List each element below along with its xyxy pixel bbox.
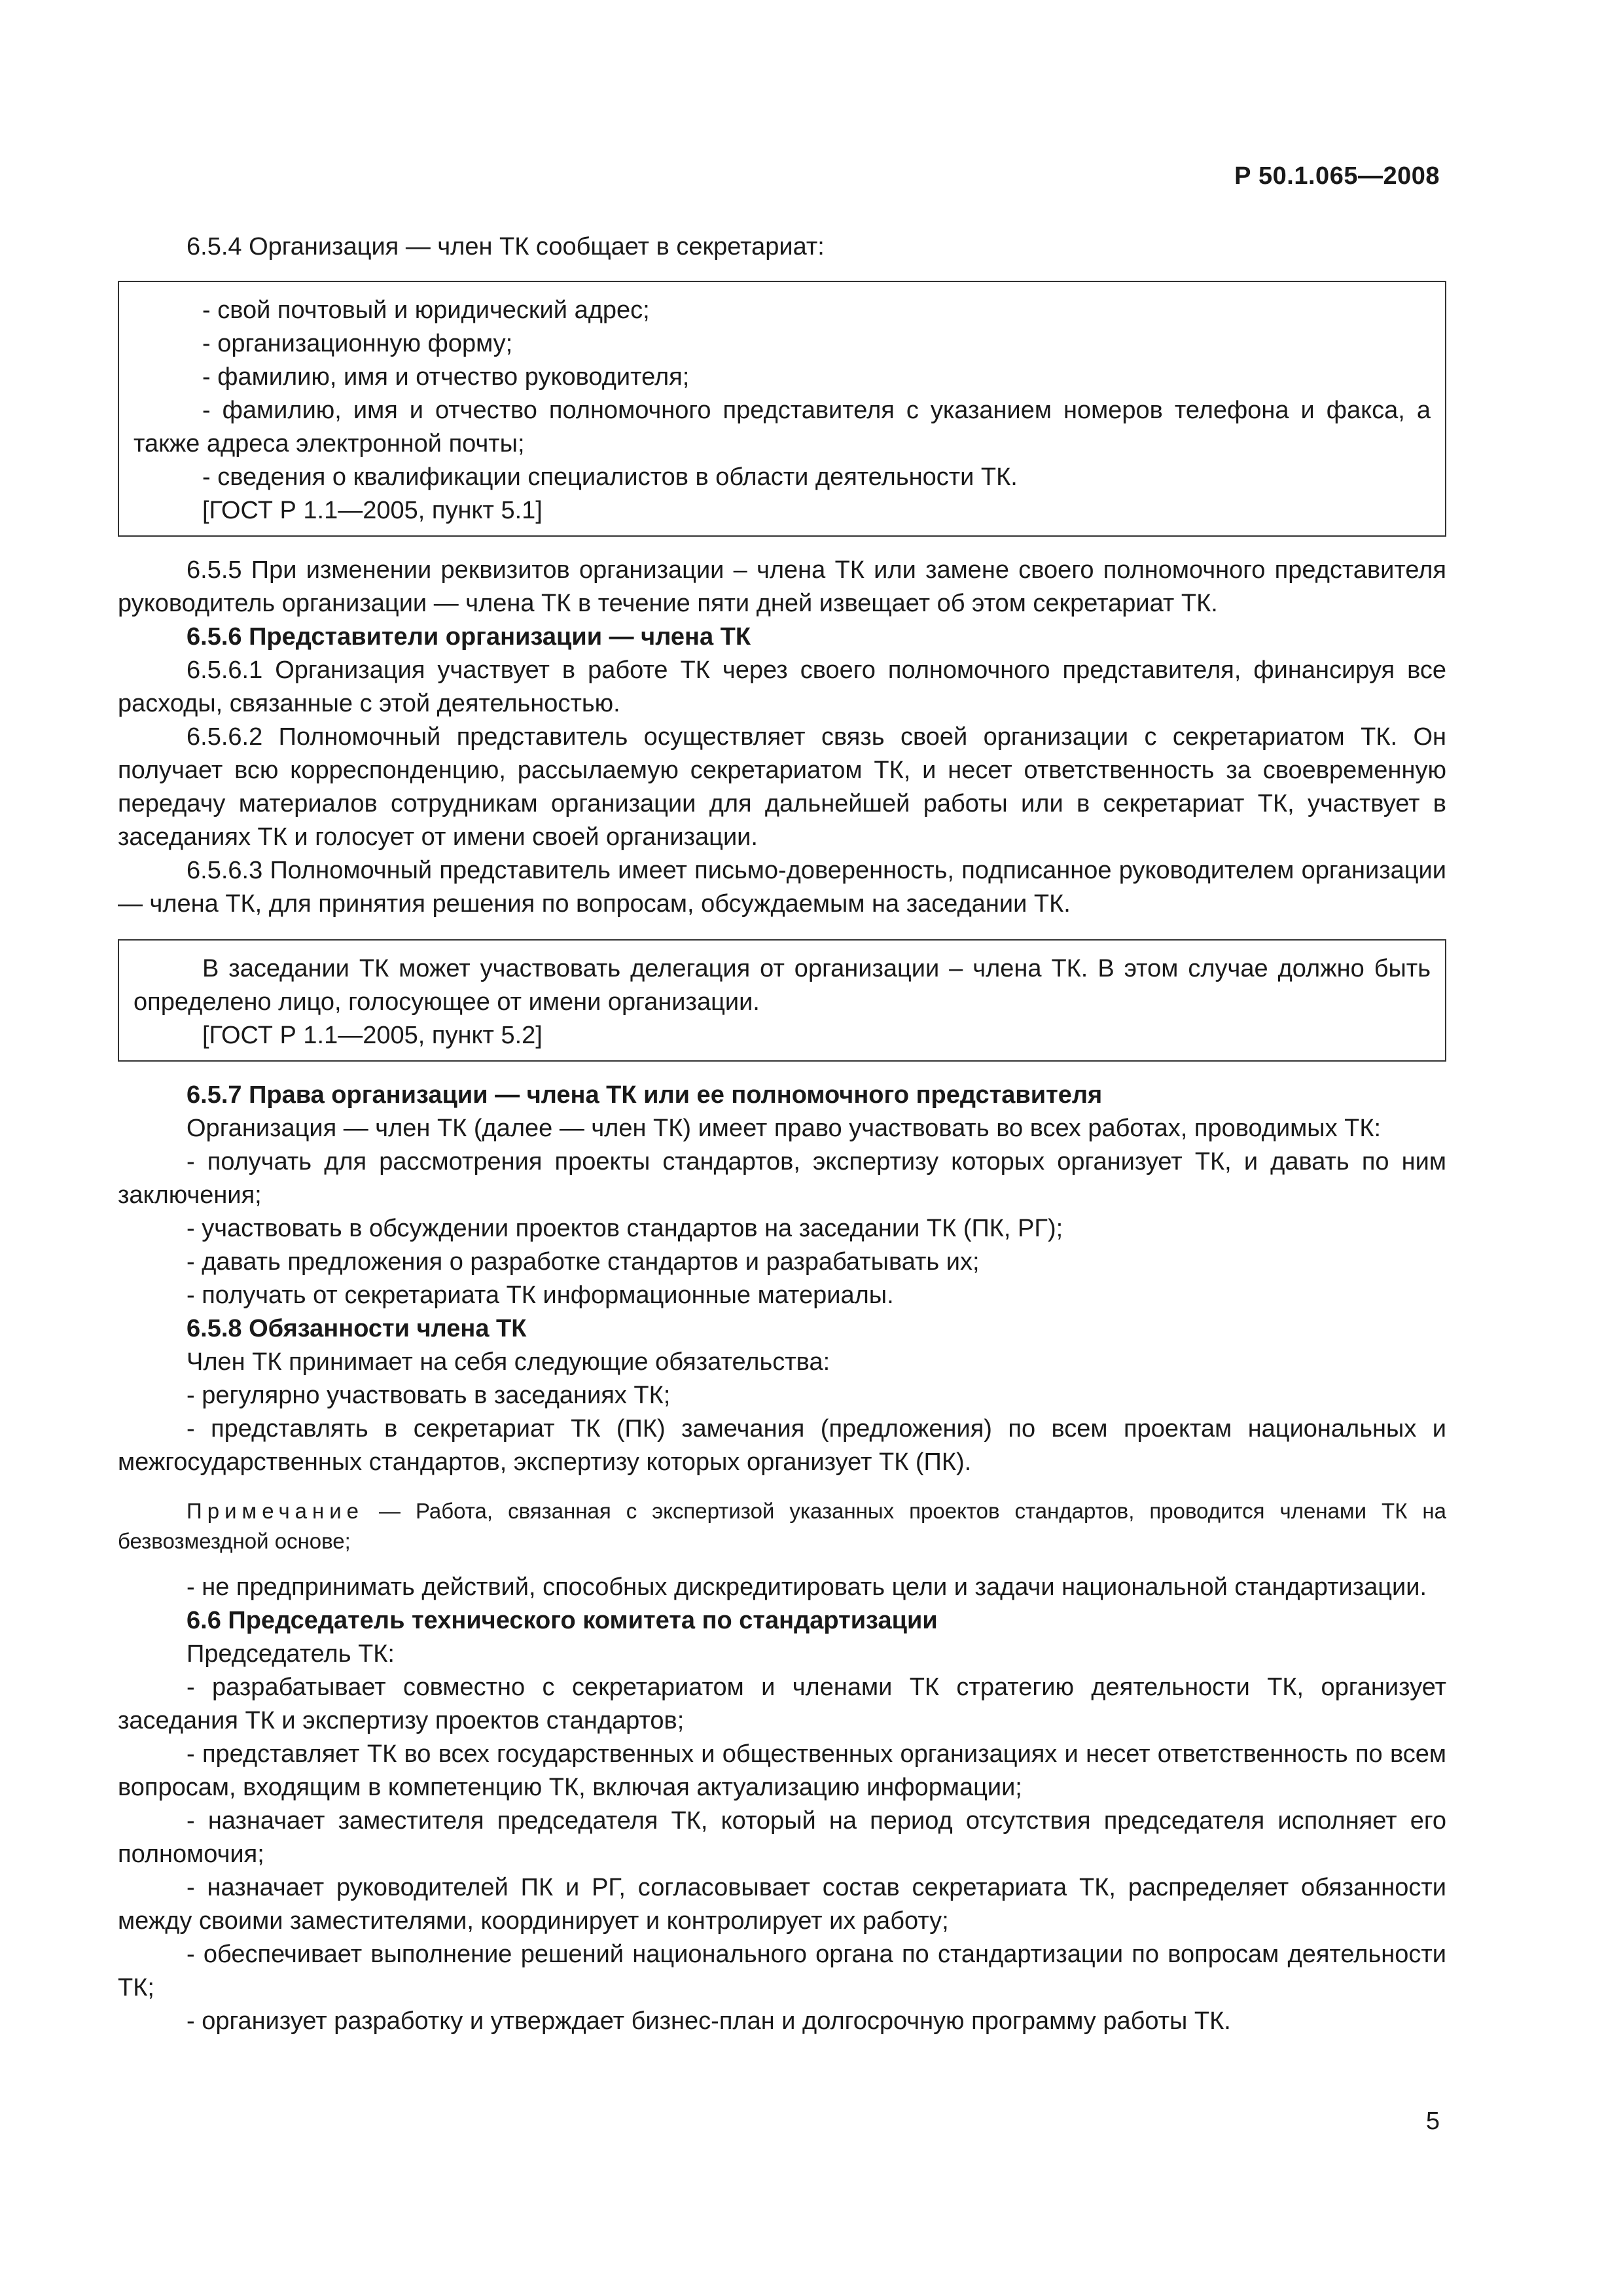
section-6-5-8-intro: Член ТК принимает на себя следующие обязательства: xyxy=(187,1348,830,1376)
section-6-5-7-item: - давать предложения о разработке стандартов и разрабатывать их; xyxy=(187,1248,980,1276)
box2-text: В заседании ТК может участвовать делегация от организации – члена ТК. В этом случае должно быть определено лицо, голосующее от имени организации. xyxy=(134,955,1431,1016)
section-6-6-item: - представляет ТК во всех государственных и общественных организациях и несет ответственность по всем вопросам, входящим в компетенцию ТК, включая актуализацию информации; xyxy=(118,1740,1446,1801)
section-6-5-8-item: - регулярно участвовать в заседаниях ТК; xyxy=(187,1382,671,1409)
quote-box-1 xyxy=(118,281,1446,537)
section-6-5-5: 6.5.5 При изменении реквизитов организации – члена ТК или замене своего полномочного представителя руководитель организации — члена ТК в течение пяти дней извещает об этом секретариат ТК. xyxy=(118,556,1446,617)
page-number: 5 xyxy=(1425,2108,1440,2135)
section-6-6-item: - обеспечивает выполнение решений национального органа по стандартизации по вопросам деятельности ТК; xyxy=(118,1941,1446,2001)
section-6-6-intro: Председатель ТК: xyxy=(187,1640,395,1668)
section-6-5-7-intro: Организация — член ТК (далее — член ТК) имеет право участвовать во всех работах, проводимых ТК: xyxy=(187,1115,1382,1142)
section-6-5-8-heading: 6.5.8 Обязанности члена ТК xyxy=(187,1315,527,1342)
box2-reference: [ГОСТ Р 1.1—2005, пункт 5.2] xyxy=(202,1022,543,1049)
note xyxy=(118,1496,1446,1556)
box1-reference: [ГОСТ Р 1.1—2005, пункт 5.1] xyxy=(202,497,543,524)
box1-item: - сведения о квалификации специалистов в области деятельности ТК. xyxy=(202,463,1018,491)
section-6-6-item: - назначает заместителя председателя ТК, который на период отсутствия председателя исполняет его полномочия; xyxy=(118,1807,1446,1868)
section-6-5-7-item: - участвовать в обсуждении проектов стандартов на заседании ТК (ПК, РГ); xyxy=(187,1215,1063,1242)
section-6-6-item: - организует разработку и утверждает бизнес-план и долгосрочную программу работы ТК. xyxy=(187,2007,1231,2035)
section-6-5-8-item: - представлять в секретариат ТК (ПК) замечания (предложения) по всем проектам национальных и межгосударственных стандартов, экспертизу которых организует ТК (ПК). xyxy=(118,1415,1446,1476)
quote-box-2 xyxy=(118,939,1446,1062)
section-6-5-7-heading: 6.5.7 Права организации — члена ТК или ее полномочного представителя xyxy=(187,1081,1103,1109)
document-number: Р 50.1.065—2008 xyxy=(1234,162,1440,190)
box1-item: - организационную форму; xyxy=(202,330,513,357)
page-content xyxy=(118,230,1446,2038)
section-6-5-6-heading: 6.5.6 Представители организации — члена ТК xyxy=(187,623,751,651)
section-6-5-7-item: - получать для рассмотрения проекты стандартов, экспертизу которых организует ТК, и давать по ним заключения; xyxy=(118,1148,1446,1209)
box1-item: - фамилию, имя и отчество руководителя; xyxy=(202,363,690,391)
section-6-6-item: - назначает руководителей ПК и РГ, согласовывает состав секретариата ТК, распределяет обязанности между своими заместителями, координирует и контролирует их работу; xyxy=(118,1874,1446,1935)
section-6-5-6-3: 6.5.6.3 Полномочный представитель имеет письмо-доверенность, подписанное руководителем организации — члена ТК, для принятия решения по вопросам, обсуждаемым на заседании ТК. xyxy=(118,857,1446,918)
section-6-5-7-item: - получать от секретариата ТК информационные материалы. xyxy=(187,1282,894,1309)
section-6-5-4: 6.5.4 Организация — член ТК сообщает в секретариат: xyxy=(187,233,825,260)
section-6-6-heading: 6.6 Председатель технического комитета по стандартизации xyxy=(187,1607,938,1634)
box1-item: - свой почтовый и юридический адрес; xyxy=(202,296,650,324)
section-6-5-6-1: 6.5.6.1 Организация участвует в работе ТК через своего полномочного представителя, финансируя все расходы, связанные с этой деятельностью. xyxy=(118,656,1446,717)
note-text: — Работа, связанная с экспертизой указанных проектов стандартов, проводится членами ТК на безвозмездной основе; xyxy=(118,1499,1446,1553)
section-6-5-8-item: - не предпринимать действий, способных дискредитировать цели и задачи национальной стандартизации. xyxy=(187,1573,1427,1601)
section-6-6-item: - разрабатывает совместно с секретариатом и членами ТК стратегию деятельности ТК, организует заседания ТК и экспертизу проектов стандартов; xyxy=(118,1674,1446,1734)
section-6-5-6-2: 6.5.6.2 Полномочный представитель осуществляет связь своей организации с секретариатом ТК. Он получает всю корреспонденцию, рассылаемую секретариатом ТК, и несет ответственность за своевременную передачу материалов сотрудникам организации для дальнейшей работы или в секретариат ТК, участвует в заседаниях ТК и голосует от имени своей организации. xyxy=(118,723,1446,851)
note-label: Примечание xyxy=(187,1499,365,1523)
box1-item: - фамилию, имя и отчество полномочного представителя с указанием номеров телефона и факса, а также адреса электронной почты; xyxy=(134,397,1431,457)
